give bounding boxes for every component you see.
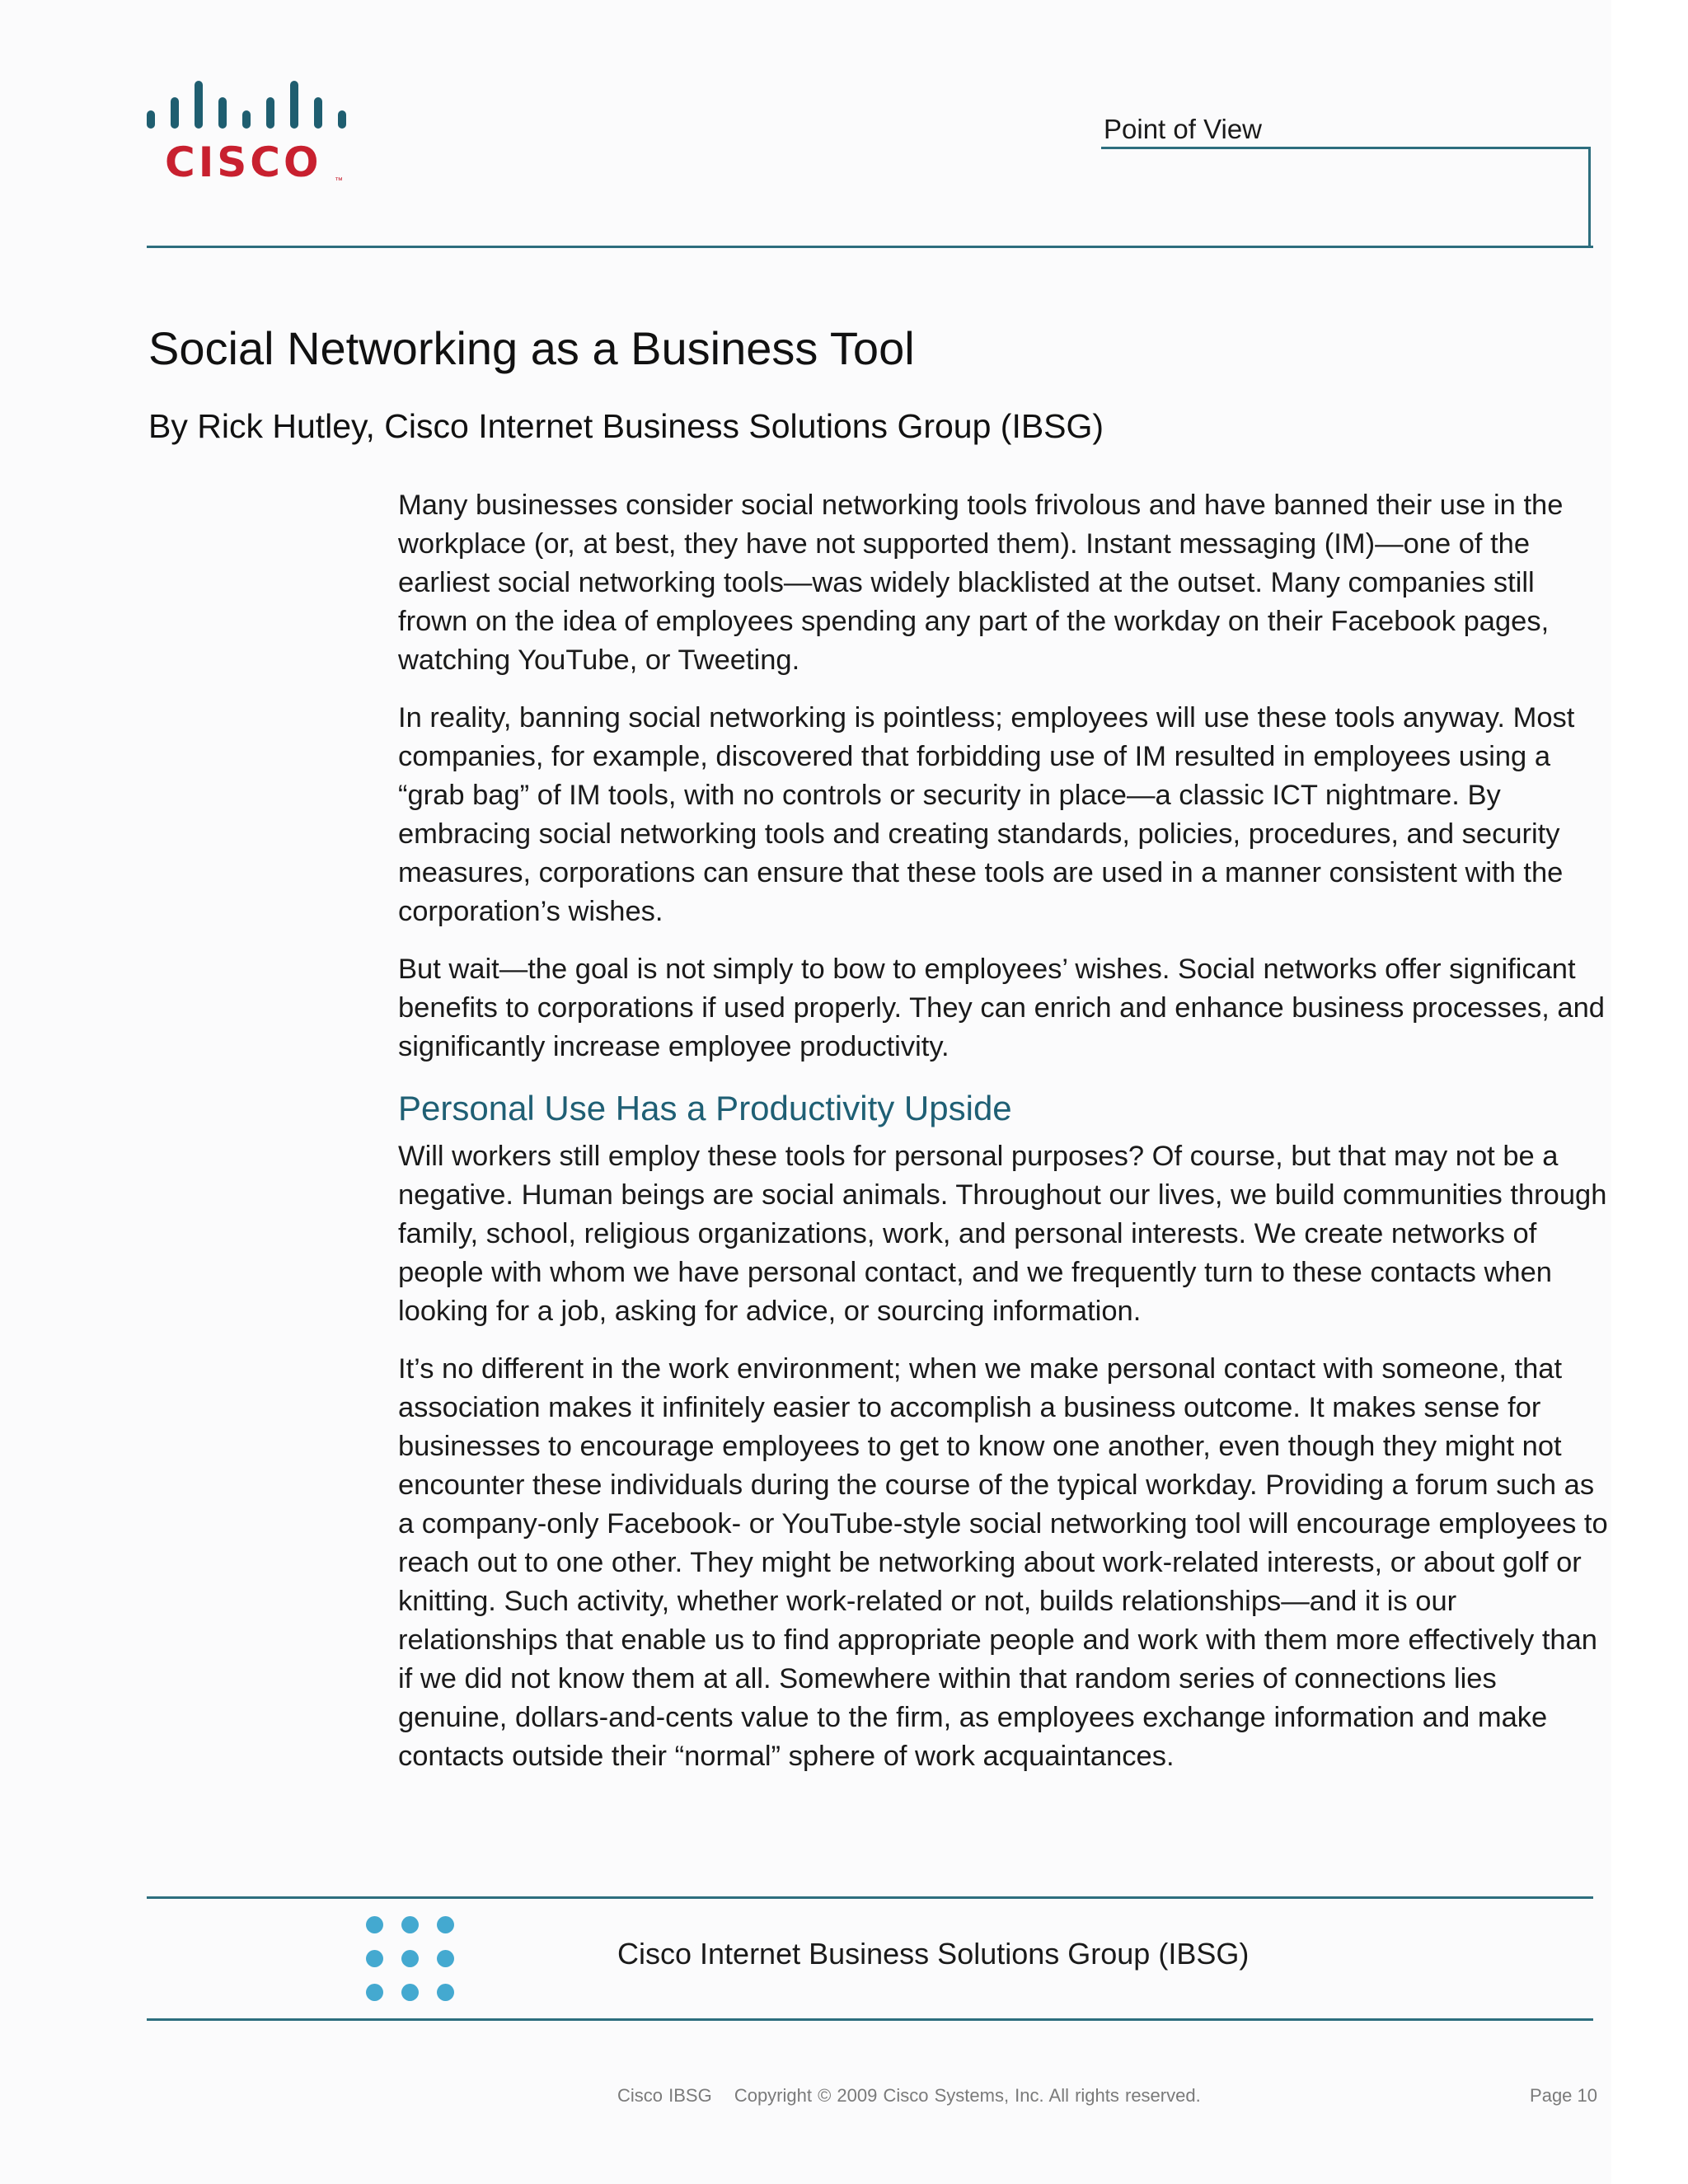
intro-paragraph: But wait—the goal is not simply to bow to employees’ wishes. Social networks offer significant benefits to corporations if used properly. They can enrich and enhance business processes, and significantly increase employee productivity. xyxy=(398,954,1605,1062)
document-type-frame xyxy=(1101,147,1591,246)
copyright-text: Copyright © 2009 Cisco Systems, Inc. All rights reserved. xyxy=(734,2085,1201,2106)
article-title: Social Networking as a Business Tool xyxy=(148,322,915,374)
header-divider xyxy=(147,246,1593,248)
intro-paragraph: In reality, banning social networking is pointless; employees will use these tools anyway. Most companies, for example, discovered that forbidding use of IM resulted in employees using a “grab bag” of IM tools, with no controls or security in place—a classic ICT nightmare. By embracing social networking tools and creating standards, policies, procedures, and security measures, corporations can ensure that these tools are used in a manner consistent with the corporation’s wishes. xyxy=(398,702,1575,927)
document-type-label: Point of View xyxy=(1104,114,1263,144)
footer-org-short: Cisco IBSG xyxy=(617,2085,712,2106)
logo-trademark: ™ xyxy=(335,176,343,185)
article-body xyxy=(398,486,1610,1795)
footer-divider-bottom xyxy=(147,2018,1593,2021)
page-number: Page 10 xyxy=(1530,2085,1597,2106)
cisco-bridge-logo-icon xyxy=(147,79,345,129)
cisco-logo xyxy=(147,79,353,190)
copyright-line xyxy=(617,2085,1201,2107)
nine-dot-grid-icon xyxy=(366,1916,457,1999)
section-paragraph: It’s no different in the work environment; when we make personal contact with someone, that association makes it infinitely easier to accomplish a business outcome. It makes sense for businesses to encourage employees to get to know one another, even though they might not encounter these individuals during the course of the typical workday. Providing a forum such as a company-only Facebook- or YouTube-style social networking tool will encourage employees to reach out to one other. They might be networking about work-related interests, or about golf or knitting. Such activity, whether work-related or not, builds relationships—and it is our relationships that enable us to find appropriate people and work with them more effectively than if we did not know them at all. Somewhere within that random series of connections lies genuine, dollars-and-cents value to the firm, as employees exchange information and make contacts outside their “normal” sphere of work acquaintances. xyxy=(398,1353,1608,1772)
footer-group-name: Cisco Internet Business Solutions Group (IBSG) xyxy=(617,1937,1250,1971)
article-byline: By Rick Hutley, Cisco Internet Business Solutions Group (IBSG) xyxy=(148,407,1104,445)
footer-divider-top xyxy=(147,1896,1593,1899)
intro-paragraph: Many businesses consider social networking tools frivolous and have banned their use in the workplace (or, at best, they have not supported them). Instant messaging (IM)—one of the earliest social networking tools—was widely blacklisted at the outset. Many companies still frown on the idea of employees spending any part of the workday on their Facebook pages, watching YouTube, or Tweeting. xyxy=(398,490,1564,676)
logo-wordmark: CISCO xyxy=(165,138,322,186)
section-heading: Personal Use Has a Productivity Upside xyxy=(398,1089,1012,1127)
section-paragraph: Will workers still employ these tools for personal purposes? Of course, but that may not be a negative. Human beings are social animals. Throughout our lives, we build communities through family, school, religious organizations, work, and personal interests. We create networks of people with whom we have personal contact, and we frequently turn to these contacts when looking for a job, asking for advice, or sourcing information. xyxy=(398,1141,1607,1327)
